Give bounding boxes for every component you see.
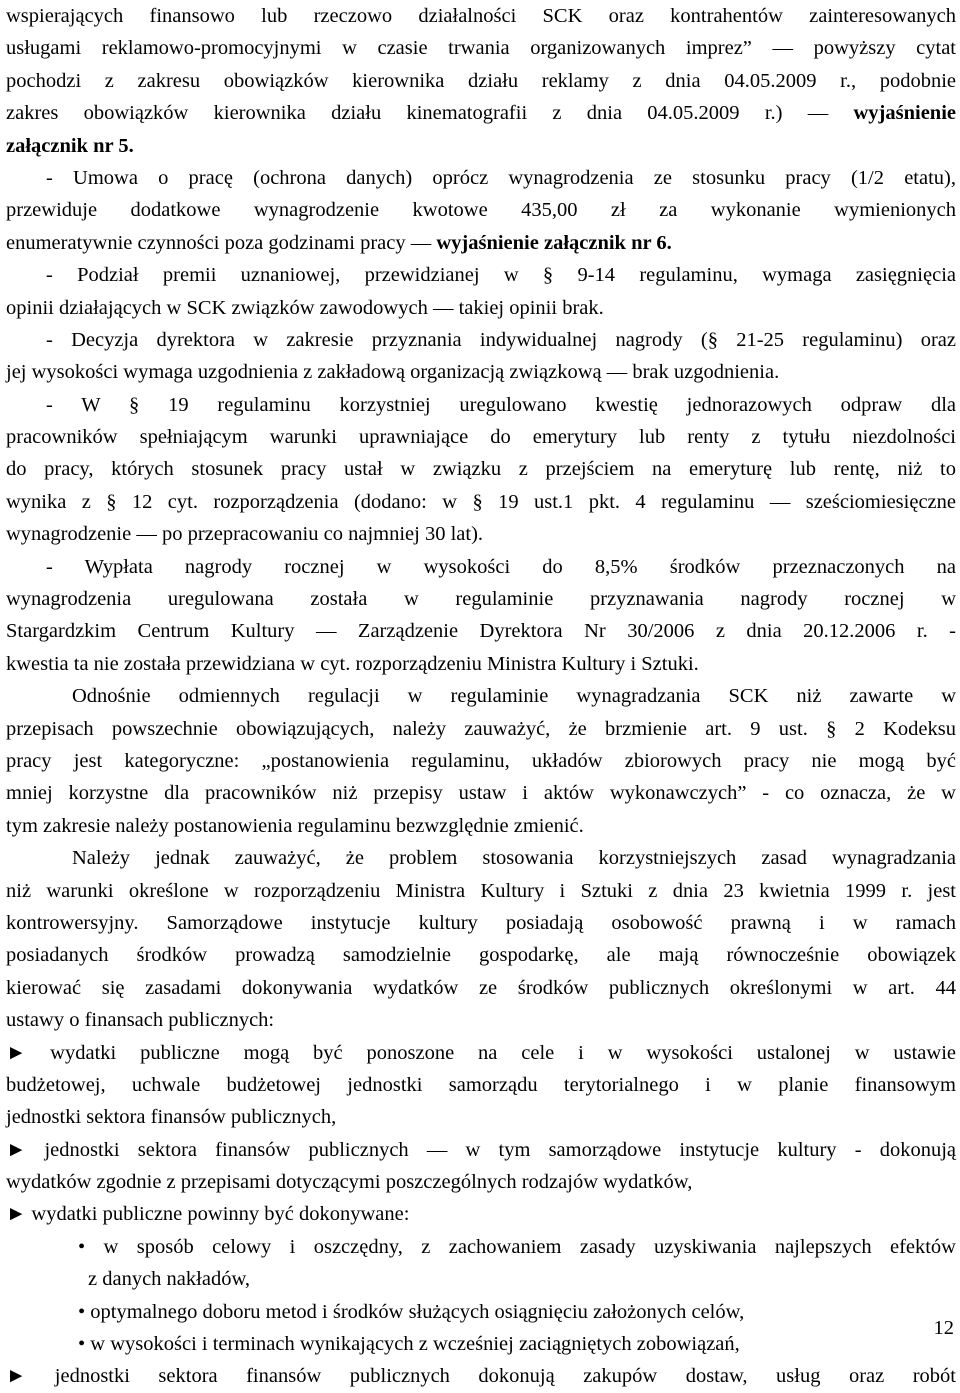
text-line — [6, 713, 956, 745]
text-line — [6, 0, 956, 32]
text-line — [6, 486, 956, 518]
line-text: pochodzi z zakresu obowiązków kierownika działu reklamy z dnia 04.05.2009 r., podobnie — [6, 69, 956, 92]
line-text: kierować się zasadami dokonywania wydatków ze środków publicznych określonymi w art. 44 — [6, 976, 956, 999]
line-text: Odnośnie odmiennych regulacji w regulaminie wynagradzania SCK niż zawarte w — [72, 685, 956, 708]
text-line — [6, 227, 956, 259]
line-text: wspierających finansowo lub rzeczowo działalności SCK oraz kontrahentów zainteresowanych — [6, 5, 956, 27]
bold-reference: wyjaśnienie załącznik nr 6. — [436, 231, 672, 254]
line-text: niż warunki określone w rozporządzeniu Ministra Kultury i Sztuki z dnia 23 kwietnia 1999 r. jest — [6, 879, 956, 902]
bold-reference: wyjaśnienie — [853, 102, 956, 125]
text-line — [6, 421, 956, 453]
line-text: pracowników spełniającym warunki uprawniające do emerytury lub renty z tytułu niezdolności — [6, 426, 956, 449]
text-line — [6, 356, 956, 388]
line-text: wynagrodzenia uregulowana została w regulaminie przyznawania nagrody rocznej w — [6, 588, 956, 611]
line-text: do pracy, których stosunek pracy ustał w związku z przejściem na emeryturę lub rentę, niż to — [6, 458, 956, 481]
line-text: ► wydatki publiczne powinny być dokonywane: — [6, 1203, 410, 1226]
text-line — [6, 583, 956, 615]
text-line — [6, 615, 956, 647]
line-text: ► wydatki publiczne mogą być ponoszone na cele i w wysokości ustalonej w ustawie — [6, 1041, 956, 1064]
text-line — [6, 32, 956, 64]
text-line — [6, 162, 956, 194]
text-line — [6, 259, 956, 291]
line-text: - Umowa o pracę (ochrona danych) oprócz wynagrodzenia ze stosunku pracy (1/2 etatu), — [46, 166, 956, 189]
line-text: Stargardzkim Centrum Kultury — Zarządzenie Dyrektora Nr 30/2006 z dnia 20.12.2006 r. - — [6, 620, 956, 643]
text-line — [6, 324, 956, 356]
text-line — [6, 648, 956, 680]
line-text: tym zakresie należy postanowienia regulaminu bezwzględnie zmienić. — [6, 814, 584, 837]
line-text: mniej korzystne dla pracowników niż przepisy ustaw i aktów wykonawczych” - co oznacza, że w — [6, 782, 956, 805]
text-line — [6, 745, 956, 777]
text-line — [6, 1166, 956, 1198]
text-line — [6, 680, 956, 712]
text-line — [6, 1296, 956, 1328]
text-line — [6, 939, 956, 971]
text-line — [6, 907, 956, 939]
text-line — [6, 777, 956, 809]
line-text: pracy jest kategoryczne: „postanowienia regulaminu, układów zbiorowych pracy nie mogą być — [6, 749, 956, 772]
document-page — [6, 0, 956, 1393]
text-line — [6, 1134, 956, 1166]
text-line — [6, 518, 956, 550]
line-text: - Podział premii uznaniowej, przewidzianej w § 9-14 regulaminu, wymaga zasięgnięcia — [46, 264, 956, 287]
line-text: zakres obowiązków kierownika działu kinematografii z dnia 04.05.2009 r.) — — [6, 102, 854, 125]
line-text: - Wypłata nagrody rocznej w wysokości do 8,5% środków przeznaczonych na — [46, 555, 956, 578]
line-text: kwestia ta nie została przewidziana w cyt. rozporządzeniu Ministra Kultury i Sztuki. — [6, 652, 699, 675]
text-line — [6, 810, 956, 842]
text-line — [6, 453, 956, 485]
text-line — [6, 1263, 956, 1295]
page-number: 12 — [933, 1317, 954, 1339]
line-text: przepisach powszechnie obowiązujących, należy zauważyć, że brzmienie art. 9 ust. § 2 Kodeksu — [6, 717, 956, 740]
line-text: jednostki sektora finansów publicznych, — [6, 1106, 337, 1129]
line-text: z danych nakładów, — [88, 1268, 251, 1291]
line-text: opinii działających w SCK związków zawodowych — takiej opinii brak. — [6, 296, 604, 319]
text-line — [6, 130, 956, 162]
line-text: wynika z § 12 cyt. rozporządzenia (dodano: w § 19 ust.1 pkt. 4 regulaminu — sześciomiesięczne — [6, 490, 956, 513]
line-text: kontrowersyjny. Samorządowe instytucje kultury posiadają osobowość prawną i w ramach — [6, 911, 956, 934]
text-line — [6, 972, 956, 1004]
line-text: wynagrodzenie — po przepracowaniu co najmniej 30 lat). — [6, 523, 484, 546]
line-text: enumeratywnie czynności poza godzinami pracy — — [6, 231, 437, 254]
line-text: usługami reklamowo-promocyjnymi w czasie trwania organizowanych imprez” — powyższy cytat — [6, 37, 956, 60]
line-text: ► jednostki sektora finansów publicznych dokonują zakupów dostaw, usług oraz robót — [6, 1365, 956, 1388]
line-text: Należy jednak zauważyć, że problem stosowania korzystniejszych zasad wynagradzania — [72, 847, 956, 870]
text-line — [6, 194, 956, 226]
text-line — [6, 1198, 956, 1230]
bold-reference: załącznik nr 5. — [6, 134, 134, 157]
text-line — [6, 1069, 956, 1101]
text-line — [6, 389, 956, 421]
line-text: wydatków zgodnie z przepisami dotyczącymi poszczególnych rodzajów wydatków, — [6, 1171, 693, 1194]
text-line — [6, 1037, 956, 1069]
line-text: przewiduje dodatkowe wynagrodzenie kwotowe 435,00 zł za wykonanie wymienionych — [6, 199, 956, 222]
line-text: - W § 19 regulaminu korzystniej uregulowano kwestię jednorazowych odpraw dla — [46, 393, 956, 416]
text-line — [6, 292, 956, 324]
line-text: posiadanych środków prowadzą samodzielnie gospodarkę, ale mają równocześnie obowiązek — [6, 944, 956, 967]
line-text: ustawy o finansach publicznych: — [6, 1009, 275, 1032]
text-line — [6, 1360, 956, 1392]
text-line — [6, 1101, 956, 1133]
line-text: ► jednostki sektora finansów publicznych — w tym samorządowe instytucje kultury - dokonują — [6, 1138, 956, 1161]
line-text: jej wysokości wymaga uzgodnienia z zakładową organizacją związkową — brak uzgodnienia. — [6, 361, 780, 384]
text-line — [6, 65, 956, 97]
line-text: • w sposób celowy i oszczędny, z zachowaniem zasady uzyskiwania najlepszych efektów — [78, 1235, 956, 1258]
text-line — [6, 875, 956, 907]
text-line — [6, 1004, 956, 1036]
text-line — [6, 551, 956, 583]
line-text: • optymalnego doboru metod i środków służących osiągnięciu założonych celów, — [78, 1300, 745, 1323]
text-line — [6, 842, 956, 874]
line-text: - Decyzja dyrektora w zakresie przyznania indywidualnej nagrody (§ 21-25 regulaminu) oraz — [46, 328, 956, 351]
line-text: budżetowej, uchwale budżetowej jednostki samorządu terytorialnego i w planie finansowym — [6, 1073, 956, 1096]
text-line — [6, 1231, 956, 1263]
text-line — [6, 97, 956, 129]
line-text: • w wysokości i terminach wynikających z wcześniej zaciągniętych zobowiązań, — [78, 1333, 740, 1356]
